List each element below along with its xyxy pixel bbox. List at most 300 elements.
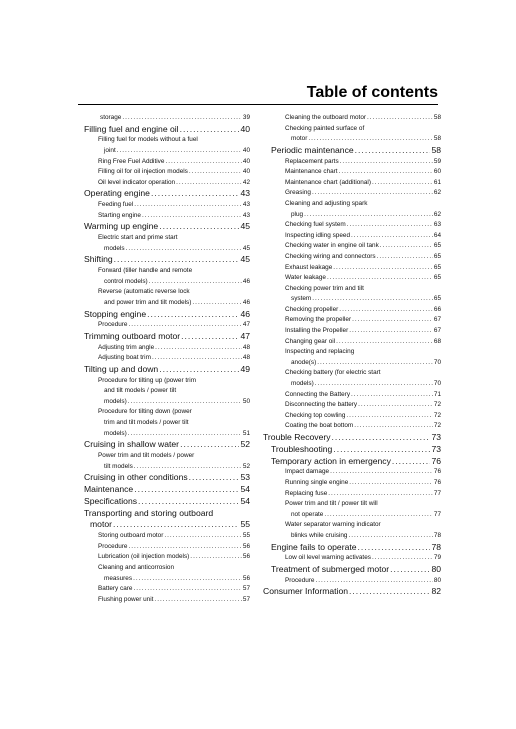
toc-entry[interactable] [263, 553, 441, 564]
toc-entry-title: Checking battery (for electric start [285, 369, 381, 377]
toc-entry-page-number: 52 [240, 439, 250, 450]
toc-entry-page-number: 50 [242, 397, 250, 405]
toc-leader-dots [181, 331, 239, 343]
toc-leader-dots [348, 531, 432, 542]
toc-entry[interactable] [263, 294, 441, 305]
toc-entry-title: Procedure [98, 321, 128, 329]
toc-entry-title: Consumer Information [263, 586, 349, 597]
toc-entry[interactable] [84, 266, 250, 277]
toc-entry[interactable] [263, 411, 441, 422]
toc-entry[interactable] [263, 284, 441, 295]
toc-entry-title: Adjusting trim angle [98, 343, 155, 351]
toc-entry[interactable] [263, 379, 441, 390]
toc-entry[interactable] [263, 188, 441, 199]
toc-entry[interactable] [84, 331, 250, 343]
toc-entry[interactable] [84, 364, 250, 376]
toc-entry-title: Maintenance chart (additional) [285, 178, 371, 186]
toc-entry[interactable] [84, 157, 250, 168]
toc-leader-dots [113, 519, 239, 531]
toc-leader-dots [312, 294, 433, 305]
toc-entry-title: Battery care [98, 585, 133, 593]
toc-entry-page-number: 76 [433, 479, 441, 486]
toc-leader-dots [340, 157, 433, 168]
toc-entry[interactable] [263, 167, 441, 178]
toc-entry-title: models) [104, 397, 127, 405]
toc-leader-dots [349, 586, 430, 598]
toc-entry-page-number: 43 [240, 188, 250, 199]
toc-entry-title: Trouble Recovery [263, 432, 331, 443]
toc-entry[interactable] [263, 456, 441, 468]
toc-entry[interactable] [263, 124, 441, 135]
toc-entry-title: Checking water in engine oil tank [285, 242, 379, 250]
toc-entry[interactable] [263, 489, 441, 500]
toc-leader-dots [151, 188, 240, 200]
toc-entry-title: Exhaust leakage [285, 263, 333, 271]
toc-leader-dots [190, 552, 242, 563]
toc-entry[interactable] [263, 478, 441, 489]
toc-entry[interactable] [263, 564, 441, 576]
toc-entry-page-number: 46 [242, 277, 250, 285]
toc-entry[interactable] [263, 432, 441, 444]
toc-entry-page-number: 65 [433, 274, 441, 282]
toc-entry-page-number: 58 [433, 114, 441, 121]
toc-entry-page-number: 77 [433, 489, 441, 497]
toc-entry-title: Troubleshooting [271, 443, 333, 454]
toc-entry-title: Coating the boat bottom [285, 422, 354, 430]
toc-entry[interactable] [84, 462, 250, 473]
toc-entry-title: not operate [291, 510, 324, 518]
toc-entry[interactable] [263, 263, 441, 274]
toc-entry[interactable] [263, 499, 441, 510]
toc-entry-title: Disconnecting the battery [285, 401, 358, 409]
toc-entry-title: Warming up engine [84, 221, 159, 232]
toc-entry-page-number: 65 [433, 242, 441, 250]
toc-entry-title: Temporary action in emergency [271, 455, 391, 466]
toc-entry-page-number: 78 [433, 531, 441, 539]
toc-entry[interactable] [84, 496, 250, 508]
toc-leader-dots [347, 220, 433, 231]
toc-entry-page-number: 72 [433, 401, 441, 409]
toc-entry[interactable] [84, 353, 250, 364]
toc-leader-dots [180, 124, 240, 136]
toc-leader-dots [324, 510, 433, 521]
toc-leader-dots [367, 113, 433, 124]
toc-entry-title: Cruising in other conditions [84, 472, 188, 483]
toc-leader-dots [133, 584, 241, 595]
toc-entry-page-number: 80 [431, 563, 441, 574]
toc-entry-title: Feeding fuel [98, 201, 134, 209]
toc-entry[interactable] [263, 520, 441, 531]
toc-entry[interactable] [263, 273, 441, 284]
toc-entry-page-number: 65 [433, 252, 441, 260]
toc-entry-page-number: 80 [433, 576, 441, 584]
toc-entry-page-number: 51 [242, 429, 250, 437]
toc-entry[interactable] [263, 531, 441, 542]
toc-column-right [263, 113, 441, 598]
toc-entry-title: Starting engine [98, 211, 141, 219]
toc-entry-page-number: 54 [240, 484, 250, 495]
toc-entry-page-number: 52 [242, 462, 250, 470]
toc-leader-dots [147, 309, 239, 321]
toc-leader-dots [351, 390, 433, 401]
toc-entry[interactable] [84, 484, 250, 496]
toc-leader-dots [114, 254, 240, 266]
toc-entry[interactable] [263, 113, 441, 124]
toc-leader-dots [336, 337, 433, 348]
toc-entry-title: Procedure [285, 576, 315, 584]
toc-entry[interactable] [84, 146, 250, 157]
toc-leader-dots [149, 277, 242, 288]
toc-entry[interactable] [263, 542, 441, 554]
toc-entry-title: Cleaning and adjusting spark [285, 199, 368, 207]
toc-entry[interactable] [84, 254, 250, 266]
toc-entry-title: Connecting the Battery [285, 390, 351, 398]
toc-entry-title: Low oil level warning activates [285, 554, 371, 562]
toc-entry-page-number: 76 [433, 468, 441, 476]
toc-entry[interactable] [263, 358, 441, 369]
toc-leader-dots [129, 320, 242, 331]
toc-leader-dots [117, 146, 242, 157]
toc-entry-page-number: 40 [240, 123, 250, 134]
toc-entry-page-number: 77 [433, 510, 441, 518]
toc-leader-dots [349, 478, 433, 489]
toc-entry-page-number: 40 [242, 146, 250, 154]
toc-entry-page-number: 82 [431, 586, 441, 597]
toc-entry-page-number: 59 [433, 157, 441, 165]
toc-entry-title: Adjusting boat trim [98, 354, 151, 362]
toc-entry[interactable] [263, 421, 441, 432]
toc-leader-dots [133, 574, 242, 585]
toc-entry-page-number: 43 [242, 201, 250, 209]
toc-entry-page-number: 76 [431, 455, 441, 466]
toc-entry[interactable] [263, 576, 441, 587]
toc-leader-dots [176, 178, 242, 189]
toc-entry[interactable] [84, 211, 250, 222]
toc-entry[interactable] [263, 586, 441, 598]
toc-entry[interactable] [84, 552, 250, 563]
toc-entry-title: Reverse (automatic reverse lock [98, 288, 190, 296]
toc-entry-page-number: 68 [433, 337, 441, 345]
toc-entry-page-number: 65 [433, 295, 441, 303]
toc-entry[interactable] [84, 124, 250, 136]
toc-entry-page-number: 58 [433, 135, 441, 143]
toc-entry-page-number: 49 [240, 363, 250, 374]
toc-entry-page-number: 48 [242, 343, 250, 351]
toc-leader-dots [372, 178, 433, 189]
toc-leader-dots [304, 210, 433, 221]
toc-entry-title: Shifting [84, 254, 113, 265]
toc-entry[interactable] [84, 418, 250, 429]
toc-entry[interactable] [84, 221, 250, 233]
toc-entry-page-number: 47 [240, 330, 250, 341]
toc-leader-dots [333, 444, 430, 456]
toc-entry-page-number: 72 [433, 411, 441, 419]
toc-entry[interactable] [263, 390, 441, 401]
toc-entry-page-number: 43 [242, 211, 250, 219]
toc-entry-title: Inspecting idling speed [285, 231, 351, 239]
toc-leader-dots [122, 113, 242, 124]
toc-leader-dots [165, 157, 241, 168]
toc-entry-title: trim and tilt models / power tilt [104, 419, 189, 427]
toc-entry-title: Procedure for tilting down (power [98, 408, 192, 416]
toc-entry[interactable] [84, 439, 250, 451]
toc-entry-title: Oil level indicator operation [98, 178, 176, 186]
toc-entry[interactable] [84, 135, 250, 146]
toc-leader-dots [189, 167, 242, 178]
toc-entry[interactable] [84, 451, 250, 462]
toc-entry[interactable] [263, 510, 441, 521]
toc-entry-title: Impact damage [285, 468, 330, 476]
toc-entry-title: models) [291, 380, 314, 388]
toc-leader-dots [134, 462, 242, 473]
toc-entry-title: plug [291, 210, 304, 218]
toc-entry[interactable] [84, 407, 250, 418]
toc-entry-title: motor [90, 519, 112, 530]
toc-entry-page-number: 67 [433, 316, 441, 324]
toc-entry[interactable] [84, 320, 250, 331]
toc-entry-page-number: 78 [431, 541, 441, 552]
toc-entry-title: and tilt models / power tilt [104, 387, 177, 395]
toc-entry[interactable] [263, 241, 441, 252]
toc-leader-dots [351, 231, 433, 242]
toc-entry-page-number: 46 [240, 308, 250, 319]
toc-entry-title: Checking wiring and connectors [285, 252, 376, 260]
toc-entry-page-number: 56 [242, 553, 250, 561]
toc-entry[interactable] [84, 508, 250, 520]
toc-leader-dots [317, 358, 433, 369]
toc-leader-dots [189, 472, 240, 484]
toc-entry[interactable] [84, 563, 250, 574]
toc-entry-page-number: 62 [433, 210, 441, 218]
title-rule [78, 104, 438, 105]
toc-leader-dots [380, 241, 433, 252]
toc-entry-page-number: 55 [240, 519, 250, 530]
toc-entry[interactable] [84, 309, 250, 321]
toc-entry-title: Filling oil for oil injection models [98, 168, 188, 176]
toc-entry[interactable] [84, 244, 250, 255]
toc-entry-title: Filling fuel for models without a fuel [98, 136, 198, 144]
toc-entry-title: Power trim and tilt / power tilt will [285, 500, 378, 508]
page-title: Table of contents [306, 84, 438, 101]
toc-entry-title: control models) [104, 277, 148, 285]
toc-leader-dots [349, 326, 433, 337]
toc-entry-title: Maintenance chart [285, 168, 338, 176]
toc-entry-page-number: 65 [433, 263, 441, 271]
toc-entry-title: Forward (tiller handle and remote [98, 267, 193, 275]
toc-entry-title: Replacing fuse [285, 489, 328, 497]
toc-entry-title: Checking top cowling [285, 411, 346, 419]
toc-leader-dots [332, 432, 431, 444]
toc-entry[interactable] [263, 210, 441, 221]
toc-entry-page-number: 63 [433, 221, 441, 229]
toc-entry-title: Specifications [84, 495, 138, 506]
toc-entry-page-number: 66 [433, 305, 441, 313]
toc-entry-page-number: 58 [431, 144, 441, 155]
toc-entry-page-number: 42 [242, 178, 250, 186]
toc-entry[interactable] [263, 315, 441, 326]
toc-entry-page-number: 47 [242, 321, 250, 329]
toc-entry-title: Running single engine [285, 479, 349, 486]
toc-leader-dots [128, 429, 242, 440]
toc-entry[interactable] [84, 574, 250, 585]
toc-entry-title: Replacement parts [285, 157, 339, 165]
toc-entry[interactable] [84, 287, 250, 298]
toc-entry[interactable] [84, 595, 250, 606]
toc-entry-title: Tilting up and down [84, 363, 159, 374]
toc-entry[interactable] [84, 233, 250, 244]
toc-entry-title: Lubrication (oil injection models) [98, 553, 190, 561]
toc-leader-dots [138, 496, 239, 508]
toc-entry-page-number: 45 [242, 244, 250, 252]
toc-entry[interactable] [84, 200, 250, 211]
toc-entry-page-number: 54 [240, 495, 250, 506]
toc-entry-title: models [104, 244, 125, 252]
toc-entry[interactable] [84, 178, 250, 189]
toc-entry[interactable] [84, 167, 250, 178]
toc-entry[interactable] [263, 220, 441, 231]
toc-entry-title: Cleaning and anticorrosion [98, 563, 175, 571]
toc-entry-page-number: 60 [433, 168, 441, 176]
toc-entry-page-number: 53 [240, 472, 250, 483]
toc-entry[interactable] [263, 157, 441, 168]
toc-entry[interactable] [84, 519, 250, 531]
toc-leader-dots [333, 263, 433, 274]
toc-leader-dots [129, 542, 242, 553]
toc-entry-page-number: 55 [242, 532, 250, 540]
toc-entry-title: joint [104, 146, 116, 154]
toc-leader-dots [142, 211, 242, 222]
toc-entry[interactable] [84, 584, 250, 595]
toc-entry-title: Transporting and storing outboard [84, 507, 214, 518]
toc-entry[interactable] [263, 467, 441, 478]
toc-leader-dots [159, 364, 239, 376]
toc-leader-dots [354, 421, 433, 432]
toc-entry[interactable] [84, 397, 250, 408]
toc-leader-dots [316, 576, 433, 587]
toc-entry-page-number: 45 [240, 221, 250, 232]
toc-entry-title: and power trim and tilt models) [104, 298, 192, 306]
toc-entry[interactable] [263, 199, 441, 210]
toc-entry[interactable] [84, 472, 250, 484]
toc-entry-title: Checking fuel system [285, 221, 346, 229]
toc-entry-title: Procedure for tilting up (power trim [98, 376, 197, 384]
toc-entry-title: Checking power trim and tilt [285, 284, 364, 292]
toc-entry[interactable] [84, 376, 250, 387]
toc-entry[interactable] [263, 305, 441, 316]
toc-leader-dots [180, 439, 239, 451]
toc-entry-page-number: 62 [433, 189, 441, 197]
toc-leader-dots [154, 595, 241, 606]
toc-leader-dots [192, 298, 242, 309]
toc-entry-title: Maintenance [84, 484, 134, 495]
toc-leader-dots [392, 456, 431, 468]
toc-entry[interactable] [263, 337, 441, 348]
toc-entry-title: models) [104, 429, 127, 437]
toc-leader-dots [315, 379, 433, 390]
toc-entry[interactable] [84, 277, 250, 288]
toc-leader-dots [346, 411, 433, 422]
toc-entry-page-number: 46 [242, 298, 250, 306]
toc-entry-page-number: 39 [242, 114, 250, 121]
toc-leader-dots [159, 221, 239, 233]
toc-entry-page-number: 70 [433, 380, 441, 388]
toc-entry-title: Water separator warning indicator [285, 521, 381, 529]
toc-entry-title: motor [291, 135, 308, 143]
toc-entry-title: system [291, 295, 312, 303]
toc-leader-dots [128, 397, 242, 408]
toc-entry[interactable] [263, 444, 441, 456]
toc-entry-title: Storing outboard motor [98, 532, 164, 540]
toc-entry[interactable] [263, 368, 441, 379]
toc-entry-title: Changing gear oil [285, 337, 336, 345]
toc-entry-title: Power trim and tilt models / power [98, 452, 195, 460]
toc-leader-dots [155, 343, 242, 354]
toc-entry-page-number: 64 [433, 231, 441, 239]
toc-entry-title: Inspecting and replacing [285, 348, 355, 356]
toc-entry-page-number: 48 [242, 354, 250, 362]
toc-entry-page-number: 61 [433, 178, 441, 186]
toc-leader-dots [327, 273, 433, 284]
toc-entry[interactable] [263, 347, 441, 358]
toc-entry[interactable] [84, 188, 250, 200]
toc-leader-dots [339, 305, 433, 316]
toc-leader-dots [339, 167, 433, 178]
toc-leader-dots [372, 553, 433, 564]
toc-entry[interactable] [263, 252, 441, 263]
toc-entry-title: Flushing power unit [98, 595, 154, 603]
toc-entry-title: Ring Free Fuel Additive [98, 157, 165, 165]
toc-entry[interactable] [263, 178, 441, 189]
toc-entry[interactable] [84, 531, 250, 542]
toc-entry-title: Cruising in shallow water [84, 439, 180, 450]
toc-entry[interactable] [263, 145, 441, 157]
toc-entry-title: tilt models [104, 462, 133, 470]
toc-entry-title: Water leakage [285, 274, 326, 282]
toc-entry[interactable] [84, 386, 250, 397]
toc-entry-title: Checking propeller [285, 305, 339, 313]
toc-entry-title: anode(s) [291, 358, 317, 366]
toc-leader-dots [126, 244, 242, 255]
toc-entry-title: Electric start and prime start [98, 234, 178, 242]
toc-entry-title: Removing the propeller [285, 316, 352, 324]
toc-leader-dots [308, 134, 433, 145]
toc-leader-dots [330, 467, 433, 478]
toc-entry-title: Operating engine [84, 188, 150, 199]
toc-leader-dots [358, 400, 433, 411]
toc-entry[interactable] [84, 343, 250, 354]
toc-entry[interactable] [84, 429, 250, 440]
toc-entry-title: Procedure [98, 542, 128, 550]
toc-entry-title: storage [100, 114, 122, 121]
toc-entry-title: Checking painted surface of [285, 124, 365, 132]
toc-leader-dots [134, 484, 239, 496]
toc-entry[interactable] [84, 542, 250, 553]
toc-entry[interactable] [263, 134, 441, 145]
toc-entry-page-number: 79 [433, 554, 441, 562]
toc-entry-title: Periodic maintenance [271, 144, 354, 155]
toc-entry[interactable] [84, 298, 250, 309]
toc-entry-title: Engine fails to operate [271, 541, 357, 552]
toc-entry-title: Greasing [285, 189, 311, 197]
toc-entry-page-number: 73 [431, 443, 441, 454]
toc-entry[interactable] [263, 326, 441, 337]
toc-entry-page-number: 70 [433, 358, 441, 366]
toc-entry[interactable] [263, 231, 441, 242]
toc-entry[interactable] [263, 400, 441, 411]
toc-entry[interactable] [84, 113, 250, 124]
toc-leader-dots [134, 200, 242, 211]
toc-column-left [84, 113, 250, 605]
